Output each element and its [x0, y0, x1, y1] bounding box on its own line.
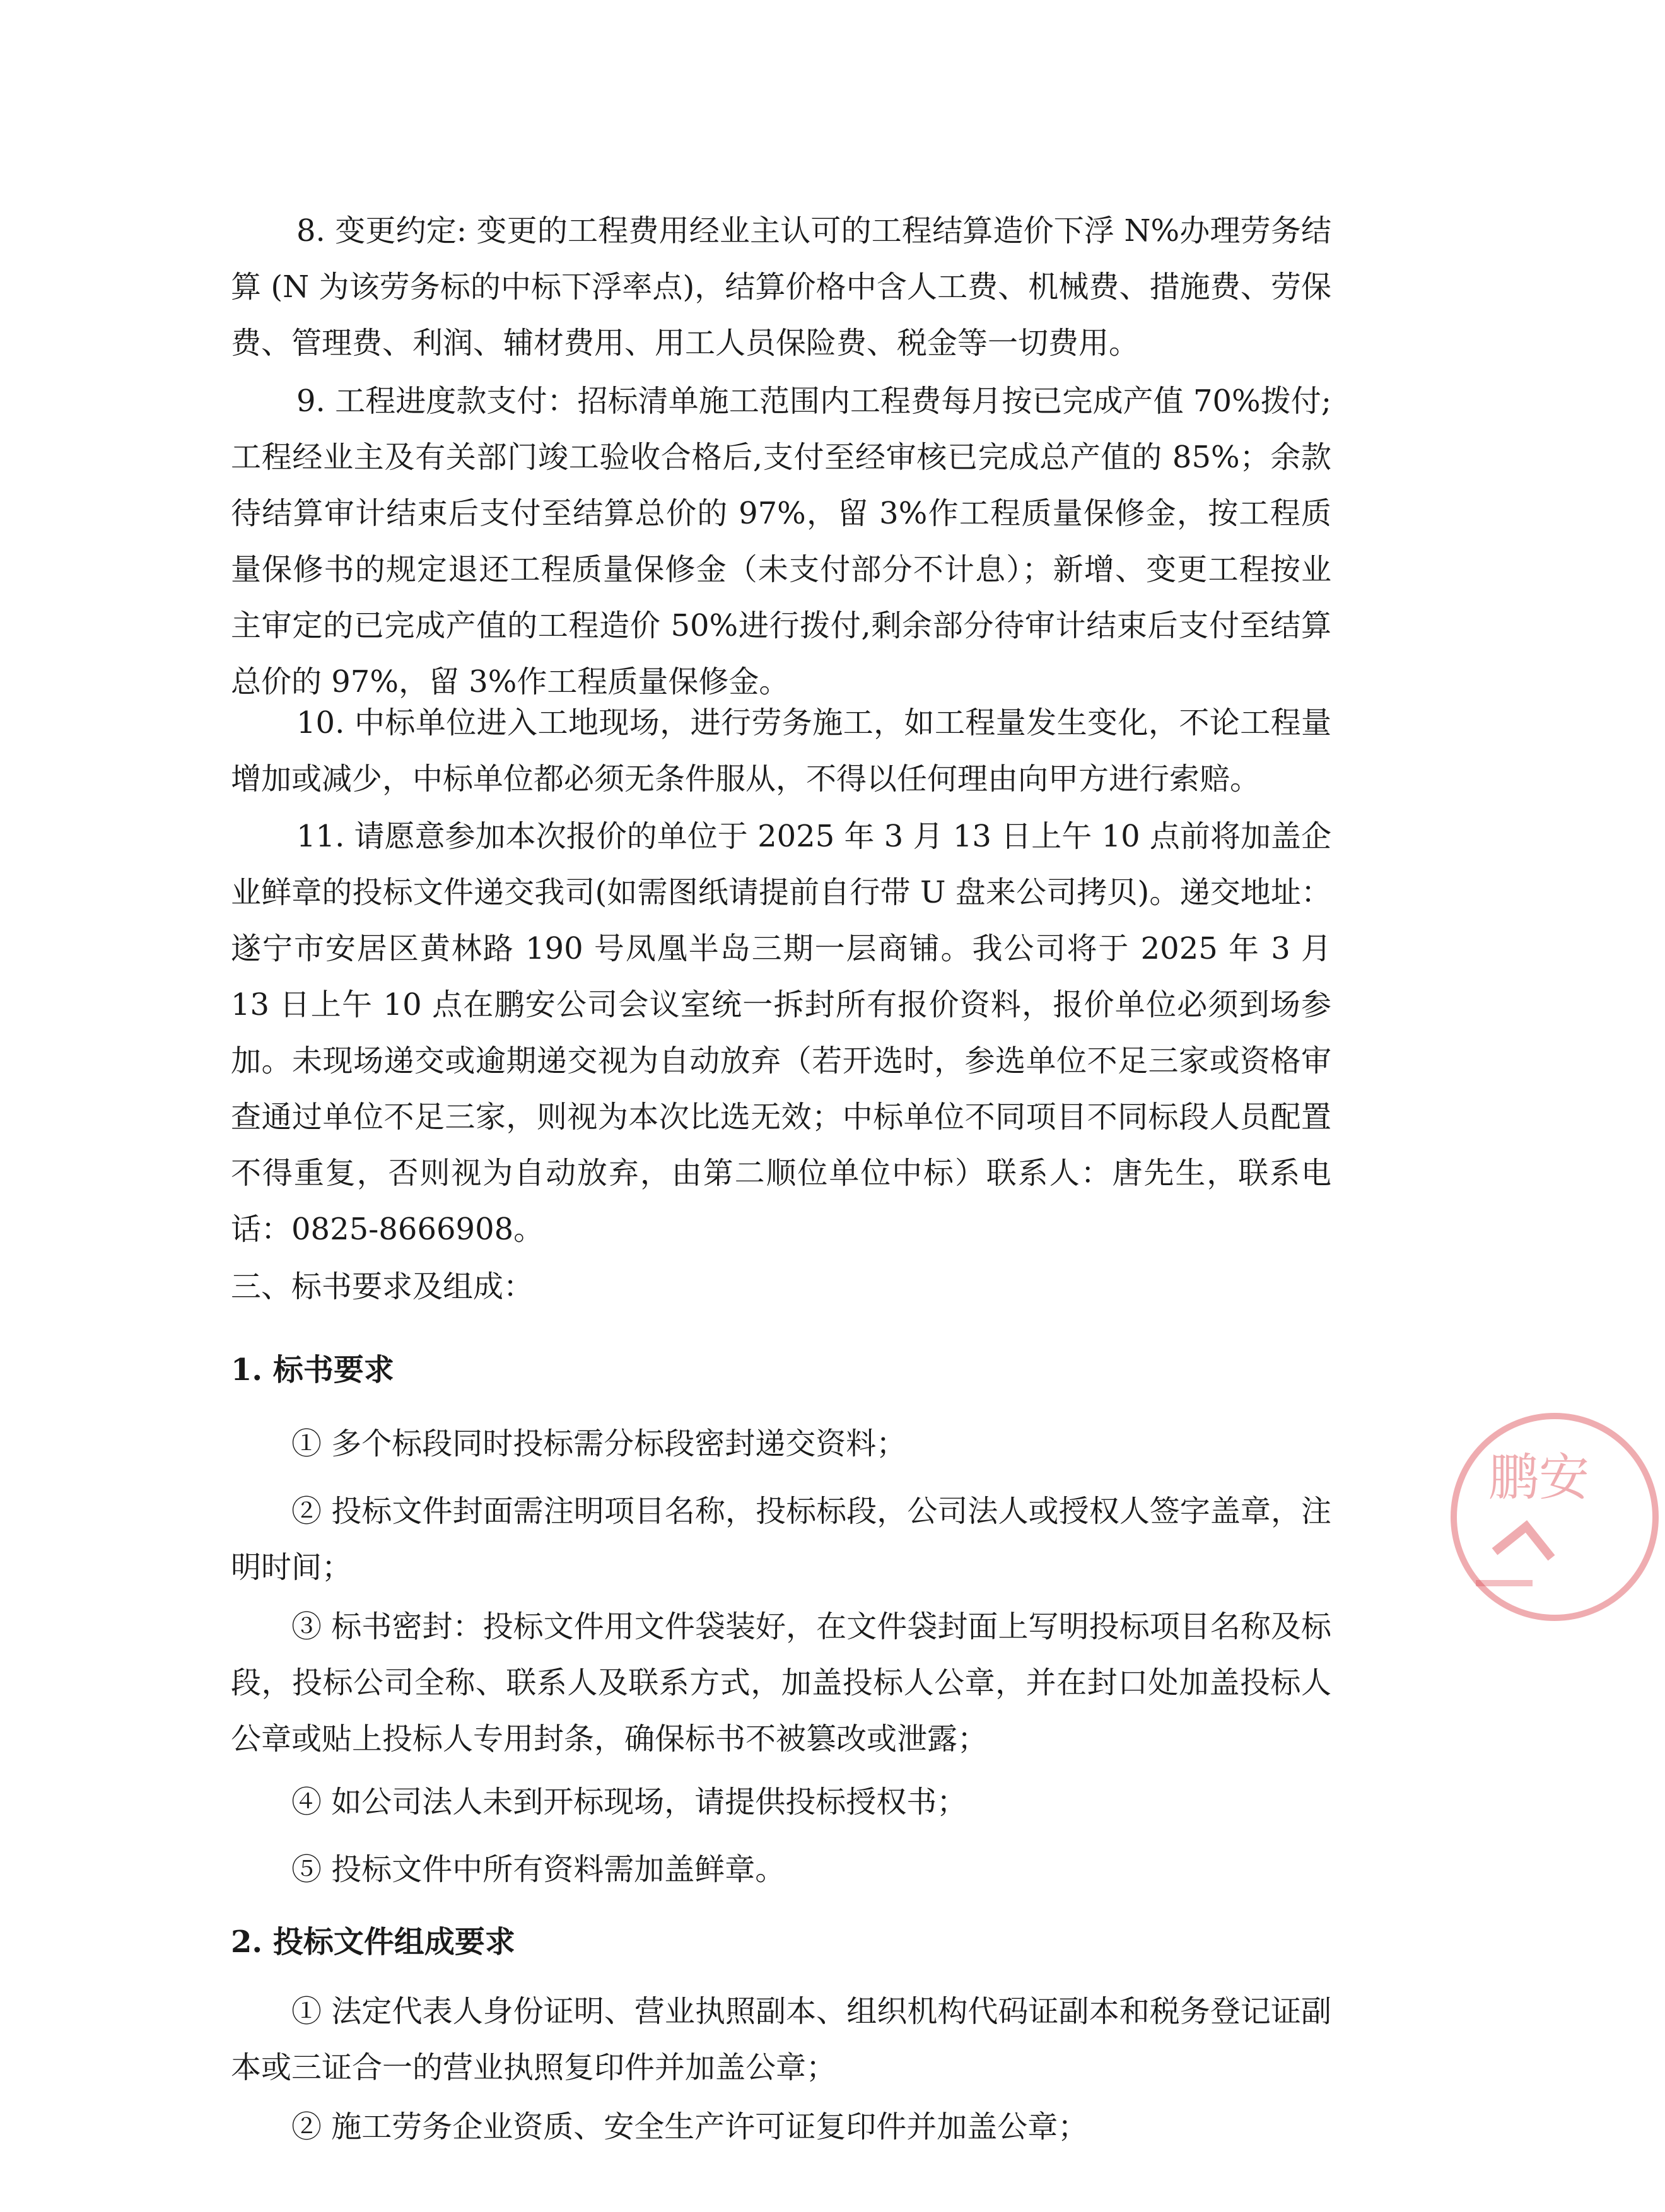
requirement-item: ⑤ 投标文件中所有资料需加盖鲜章。	[291, 1852, 786, 1887]
paragraph-11: 11. 请愿意参加本次报价的单位于 2025 年 3 月 13 日上午 10 点前将加盖企业鲜章的投标文件递交我司(如需图纸请提前自行带 U 盘来公司拷贝)。递交地址：遂宁市安居区黄林路 190 号凤凰半岛三期一层商铺。我公司将于 2025 年 3 月 13 日上午 10 点在鹏安公司会议室统一拆封所有报价资料，报价单位必须到场参加。未现场递交或逾期递交视为自动放弃（若开选时，参选单位不足三家或资格审查通过单位不足三家，则视为本次比选无效；中标单位不同项目不同标段人员配置不得重复，否则视为自动放弃，由第二顺位单位中标）联系人：唐先生，联系电话：0825-8666908。	[231, 819, 1331, 1247]
paragraph-9: 9. 工程进度款支付：招标清单施工范围内工程费每月按已完成产值 70%拨付;工程经业主及有关部门竣工验收合格后,支付至经审核已完成总产值的 85%；余款待结算审计结束后支付至结算总价的 97%，留 3%作工程质量保修金，按工程质量保修书的规定退还工程质量保修金（未支付部分不计息）；新增、变更工程按业主审定的已完成产值的工程造价 50%进行拨付,剩余部分待审计结束后支付至结算总价的 97%，留 3%作工程质量保修金。	[231, 383, 1331, 699]
section-3-title: 三、标书要求及组成：	[231, 1269, 534, 1304]
requirement-item: ④ 如公司法人未到开标现场，请提供投标授权书；	[291, 1784, 967, 1820]
requirement-item: ③ 标书密封：投标文件用文件袋装好，在文件袋封面上写明投标项目名称及标段，投标公司全称、联系人及联系方式，加盖投标人公章，并在封口处加盖投标人公章或贴上投标人专用封条，确保标书不被篡改或泄露；	[231, 1609, 1331, 1757]
paragraph-10: 10. 中标单位进入工地现场，进行劳务施工，如工程量发生变化，不论工程量增加或减少，中标单位都必须无条件服从，不得以任何理由向甲方进行索赔。	[231, 705, 1331, 797]
subsection-2-title: 2. 投标文件组成要求	[231, 1924, 515, 1960]
subsection-1-title: 1. 标书要求	[231, 1352, 394, 1388]
requirement-item: ① 多个标段同时投标需分标段密封递交资料；	[291, 1426, 907, 1461]
seal-text: 鹏安	[1488, 1448, 1589, 1507]
composition-item: ① 法定代表人身份证明、营业执照副本、组织机构代码证副本和税务登记证副本或三证合一的营业执照复印件并加盖公章；	[231, 1994, 1331, 2085]
paragraph-8: 8. 变更约定: 变更的工程费用经业主认可的工程结算造价下浮 N%办理劳务结算 (N 为该劳务标的中标下浮率点)，结算价格中含人工费、机械费、措施费、劳保费、管理费、利润、辅材费用、用工人员保险费、税金等一切费用。	[231, 213, 1331, 361]
company-seal-stamp	[1451, 1413, 1659, 1621]
requirement-item: ② 投标文件封面需注明项目名称，投标标段，公司法人或授权人签字盖章，注明时间；	[231, 1494, 1331, 1585]
composition-item: ② 施工劳务企业资质、安全生产许可证复印件并加盖公章；	[291, 2109, 1089, 2145]
